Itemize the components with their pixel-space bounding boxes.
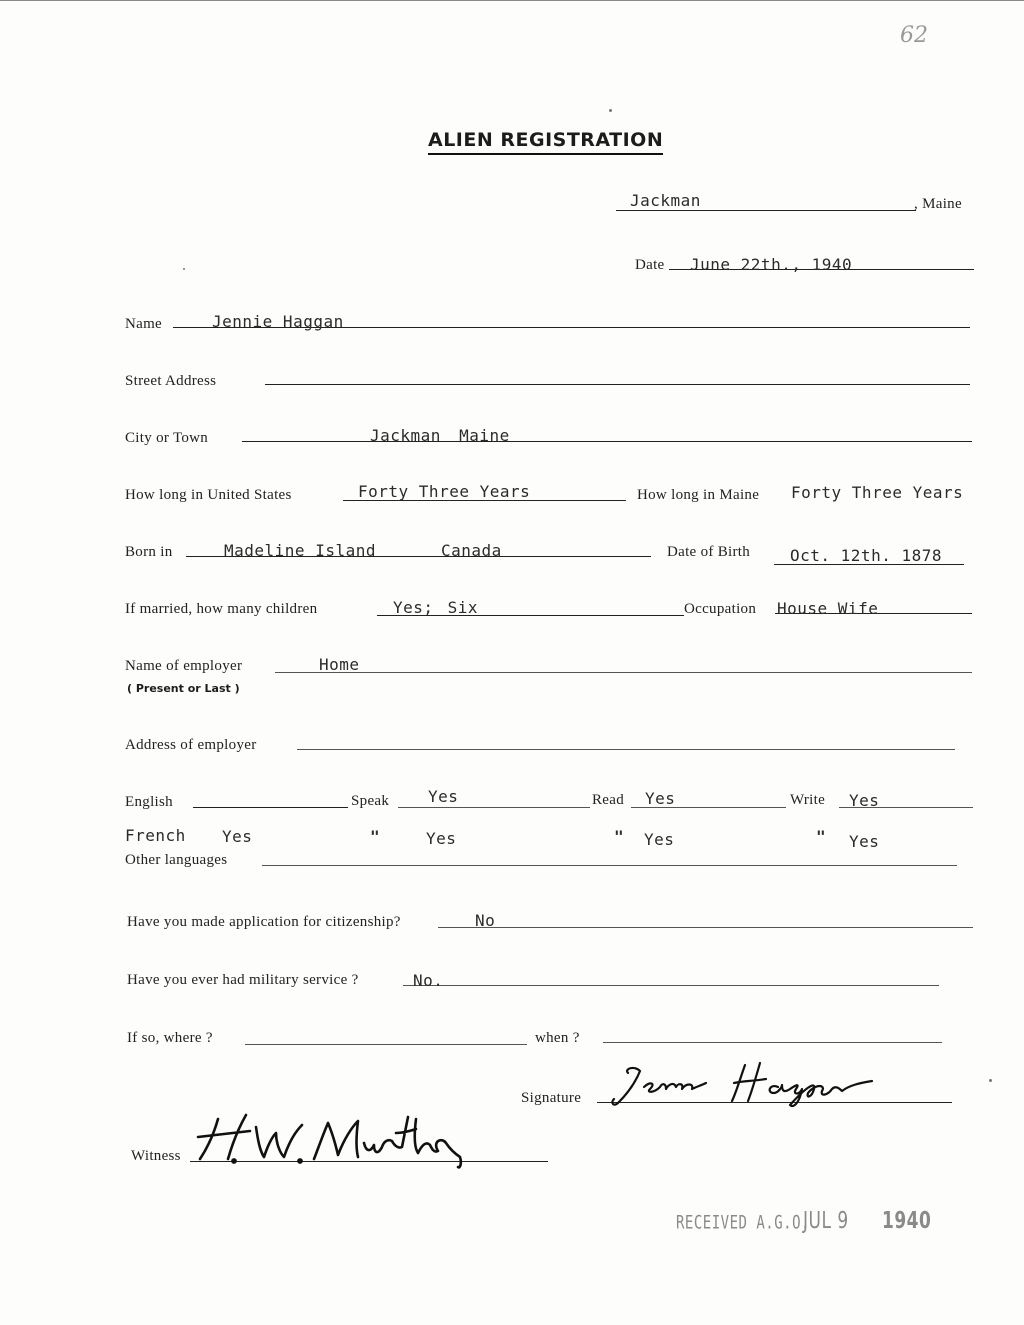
town-line xyxy=(616,210,916,211)
employer-name-label: Name of employer xyxy=(125,658,243,674)
military-value: No. xyxy=(413,971,444,990)
name-value: Jennie Haggan xyxy=(212,312,344,331)
employer-address-line xyxy=(297,749,955,750)
signature-label: Signature xyxy=(521,1090,582,1106)
employer-name-sublabel: ( Present or Last ) xyxy=(127,682,240,695)
signature-handwriting xyxy=(610,1059,910,1111)
received-stamp-text: RECEIVED A.G.O. xyxy=(676,1212,810,1234)
date-of-birth-value: Oct. 12th. 1878 xyxy=(790,546,942,565)
when-line xyxy=(603,1042,942,1043)
street-address-label: Street Address xyxy=(125,373,217,389)
employer-name-value: Home xyxy=(319,655,360,674)
how-long-maine-value: Forty Three Years xyxy=(791,483,964,502)
born-in-country: Canada xyxy=(441,541,502,560)
how-long-us-label: How long in United States xyxy=(125,487,292,503)
employer-address-label: Address of employer xyxy=(125,737,257,753)
english-read-value: Yes xyxy=(645,789,676,808)
married-children-label: If married, how many children xyxy=(125,601,318,617)
when-label: when ? xyxy=(535,1030,580,1046)
speak-line xyxy=(398,807,590,808)
if-so-where-line xyxy=(245,1044,527,1045)
how-long-maine-label: How long in Maine xyxy=(637,487,760,503)
write-label: Write xyxy=(790,792,826,808)
english-speak-value: Yes xyxy=(428,787,459,806)
occupation-value: House Wife xyxy=(777,599,879,618)
citizenship-label: Have you made application for citizenship? xyxy=(127,914,401,930)
date-value: June 22th., 1940 xyxy=(690,255,853,274)
paper-speck xyxy=(989,1079,992,1082)
citizenship-line xyxy=(438,927,973,928)
received-stamp-date: JUL 9 xyxy=(803,1207,849,1235)
name-label: Name xyxy=(125,316,163,332)
married-children-value: Yes; Six xyxy=(393,598,479,617)
witness-handwriting xyxy=(188,1107,488,1169)
occupation-label: Occupation xyxy=(684,601,757,617)
english-label: English xyxy=(125,794,173,810)
city-label: City or Town xyxy=(125,430,209,446)
paper-speck xyxy=(183,268,185,270)
date-label: Date xyxy=(635,257,665,273)
how-long-us-value: Forty Three Years xyxy=(358,482,531,501)
french-read-value: Yes xyxy=(644,830,675,849)
speak-label: Speak xyxy=(351,793,390,809)
ditto-mark-write: " xyxy=(816,827,827,846)
state-label: , Maine xyxy=(914,196,962,212)
date-of-birth-label: Date of Birth xyxy=(667,544,751,560)
paper-speck xyxy=(609,109,612,112)
military-label: Have you ever had military service ? xyxy=(127,972,359,988)
french-value: Yes xyxy=(222,827,253,846)
city-value: Jackman Maine xyxy=(370,426,510,445)
street-address-line xyxy=(265,384,970,385)
if-so-where-label: If so, where ? xyxy=(127,1030,213,1046)
ditto-mark-read: " xyxy=(614,827,625,846)
english-write-value: Yes xyxy=(849,791,880,810)
other-languages-label: Other languages xyxy=(125,852,228,868)
born-in-place: Madeline Island xyxy=(224,541,376,560)
town-value: Jackman xyxy=(630,191,701,210)
received-stamp-year: 1940 xyxy=(882,1207,932,1235)
french-speak-value: Yes xyxy=(426,829,457,848)
page-number: 62 xyxy=(900,23,928,48)
form-title: ALIEN REGISTRATION xyxy=(428,129,663,155)
english-line xyxy=(193,807,348,808)
witness-label: Witness xyxy=(131,1148,181,1164)
read-label: Read xyxy=(592,792,625,808)
ditto-mark-speak: " xyxy=(370,827,381,846)
other-languages-line xyxy=(262,865,957,866)
french-write-value: Yes xyxy=(849,832,880,851)
military-line xyxy=(403,985,939,986)
city-line xyxy=(242,441,972,442)
french-label: French xyxy=(125,826,186,845)
citizenship-value: No xyxy=(475,911,496,930)
born-in-label: Born in xyxy=(125,544,173,560)
employer-name-line xyxy=(275,672,972,673)
